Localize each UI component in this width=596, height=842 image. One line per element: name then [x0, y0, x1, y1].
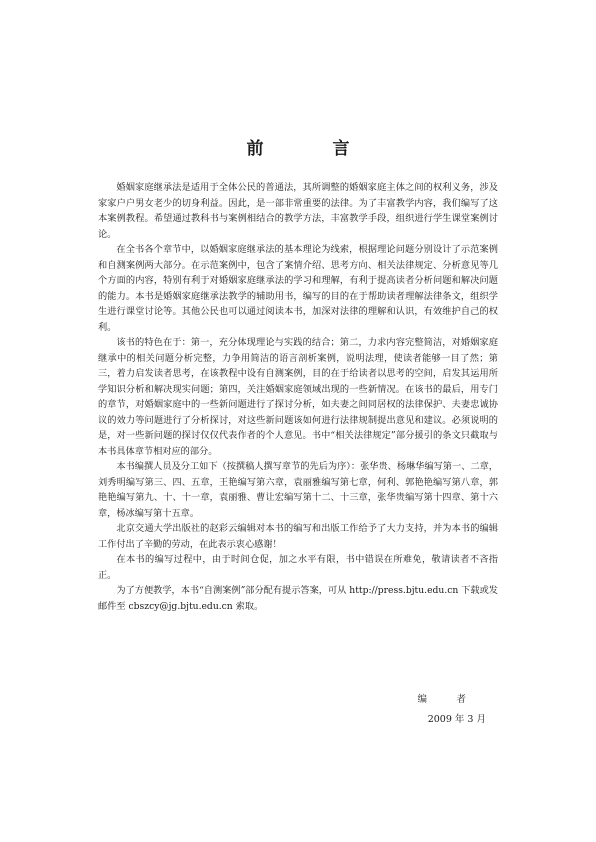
paragraph-5: 北京交通大学出版社的赵彩云编辑对本书的编写和出版工作给予了大力支持，并为本书的编辑工作付出了辛勤的劳动，在此表示衷心感谢！: [98, 523, 498, 550]
paragraph-2: 在全书各个章节中，以婚姻家庭继承法的基本理论为线索，根据理论问题分别设计了示范案例和自测案例两大部分。在示范案例中，包含了案情介绍、思考方向、相关法律规定、分析意见等几个方面的内容，特别有利于对婚姻家庭继承法的学习和理解，有利于提高读者分析问题和解决问题的能力。本书是婚姻家庭继承法教学的辅助用书，编写的目的在于帮助读者理解法律条文，组织学生进行课堂讨论等。其他公民也可以通过阅读本书，加深对法律的理解和认识，有效维护自己的权利。: [98, 244, 498, 333]
paragraph-4: 本书编撰人员及分工如下（按撰稿人撰写章节的先后为序）：张华贵、杨琳华编写第一、二章，刘秀明编写第三、四、五章，王艳编写第六章，袁丽雅编写第七章，何利、郭艳艳编写第八章，郭艳艳编写第九、十、十一章，袁丽雅、曹让宏编写第十二、十三章，张华贵编写第十四章、第十六章，杨冰编写第十五章。: [98, 461, 498, 519]
signature-date: 2009 年 3 月: [427, 714, 486, 725]
paragraph-6: 在本书的编写过程中，由于时间仓促，加之水平有限，书中错误在所难免，敬请读者不吝指正。: [98, 554, 498, 581]
page-title: 前 言: [246, 139, 376, 159]
preface-body: [98, 180, 498, 614]
paragraph-7: 为了方便教学，本书“自测案例”部分配有提示答案，可从 http://press.bjtu.edu.cn 下载或发邮件至 cbszcy@jg.bjtu.edu.cn 索取。: [98, 585, 498, 612]
paragraph-3: 该书的特色在于：第一，充分体现理论与实践的结合；第二，力求内容完整简洁，对婚姻家庭继承中的相关问题分析完整，力争用简洁的语言剖析案例，说明法理，使读者能够一目了然；第三，着力启发读者思考，在该教程中设有自测案例，目的在于给读者以思考的空间，启发其运用所学知识分析和解决现实问题；第四，关注婚姻家庭领域出现的一些新情况。在该书的最后，用专门的章节，对婚姻家庭中的一些新问题进行了探讨分析，如夫妻之间同居权的法律保护、夫妻忠诚协议的效力等问题进行了分析探讨，对这些新问题该如何进行法律规制提出意见和建议。必须说明的是，对一些新问题的探讨仅仅代表作者的个人意见。书中“相关法律规定”部分援引的条文只截取与本书具体章节相对应的部分。: [98, 337, 498, 457]
paragraph-1: 婚姻家庭继承法是适用于全体公民的普通法，其所调整的婚姻家庭主体之间的权利义务，涉及家家户户男女老少的切身利益。因此，是一部非常重要的法律。为了丰富教学内容，我们编写了这本案例教程。希望通过教科书与案例相结合的教学方法，丰富教学手段，组织进行学生课堂案例讨论。: [98, 182, 498, 240]
signature-author: 编 者: [417, 694, 476, 705]
